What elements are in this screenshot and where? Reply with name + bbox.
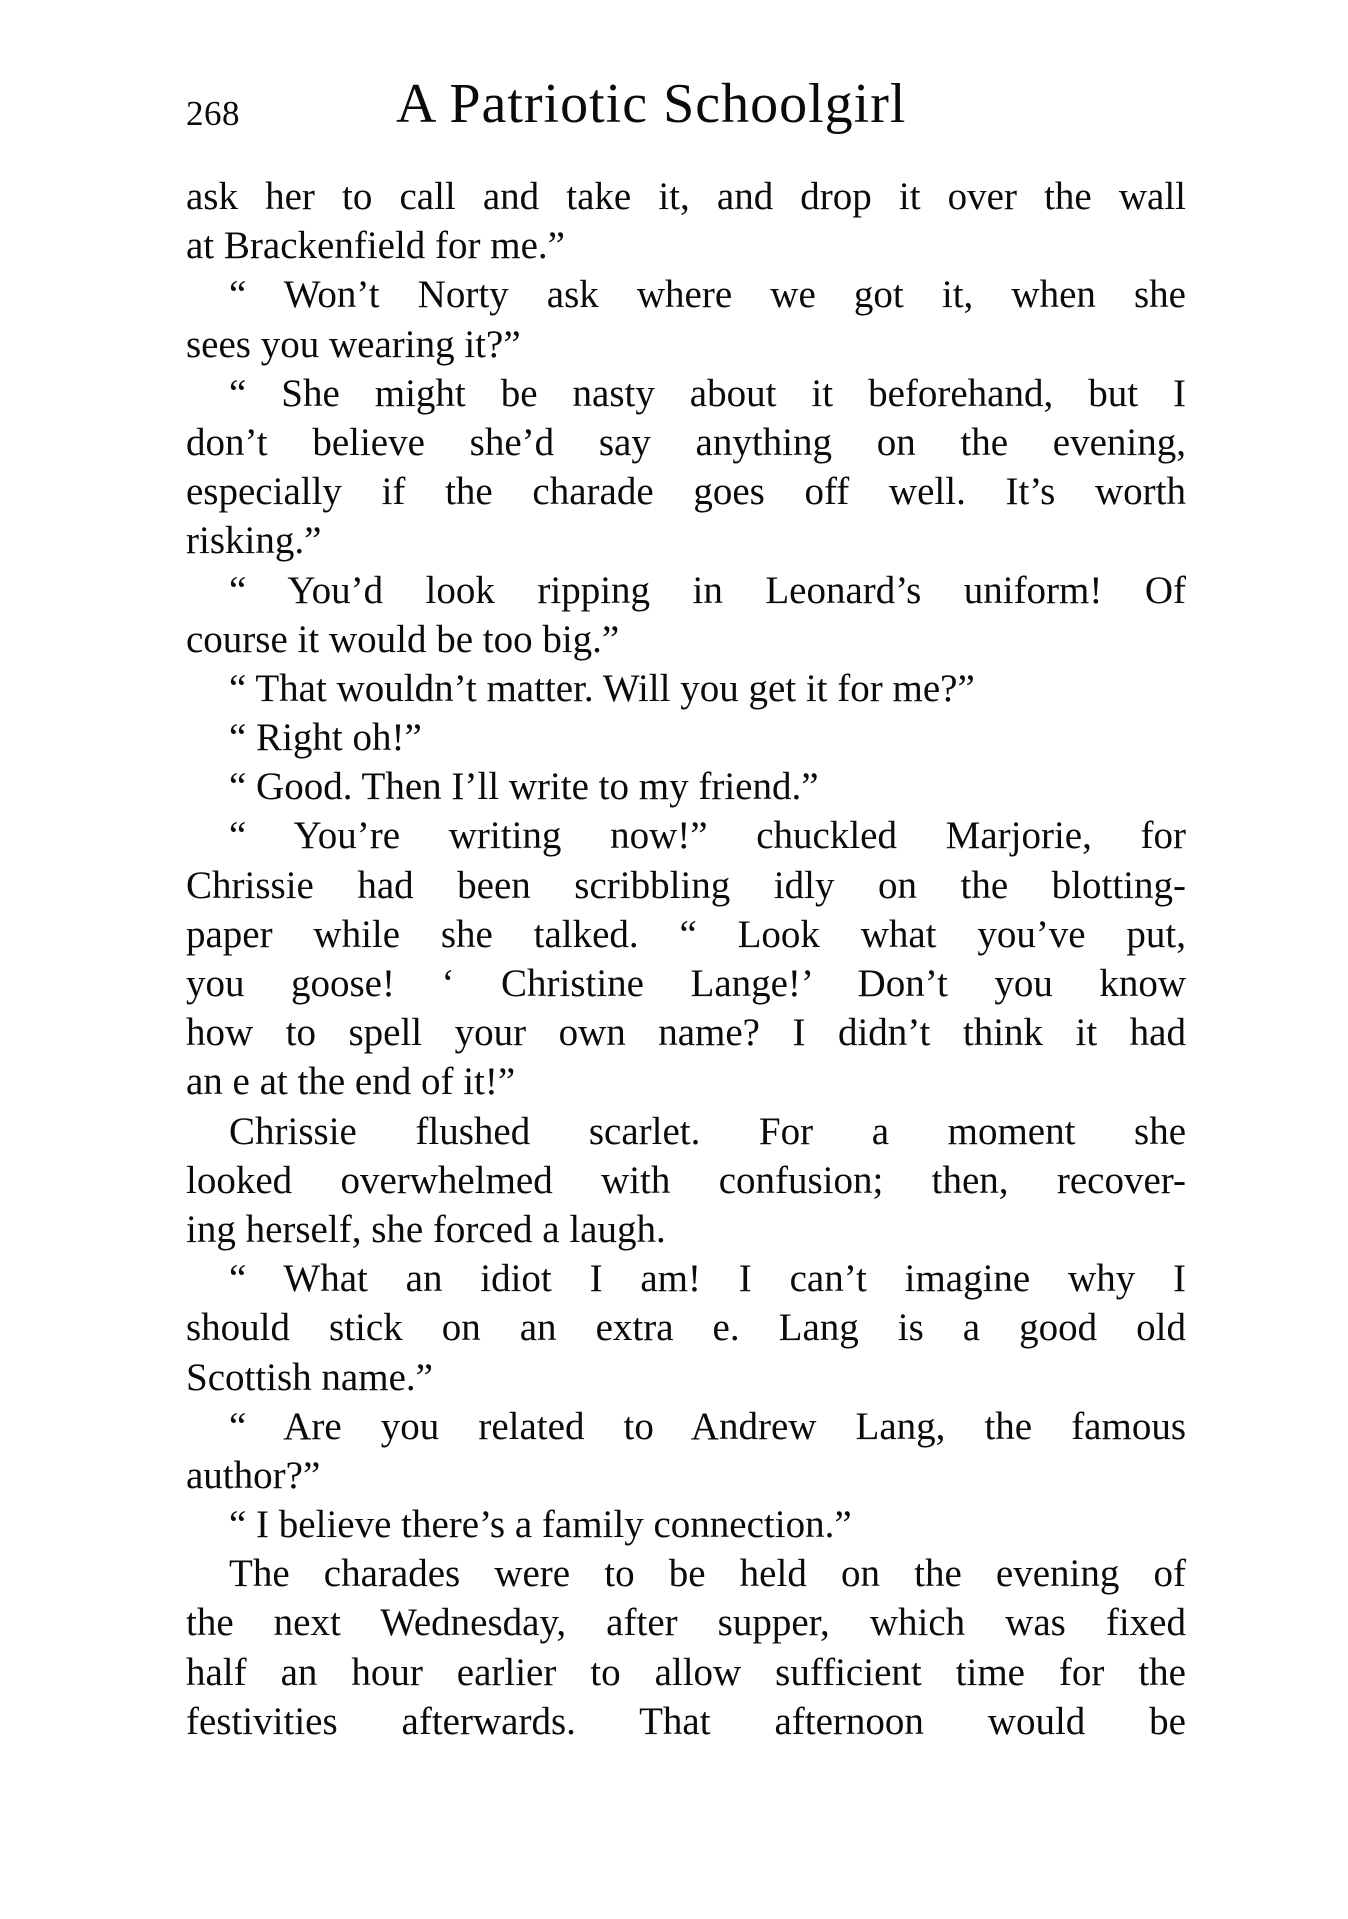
text-line: especially if the charade goes off well. It’s worth — [186, 470, 1186, 514]
text-line: “ You’re writing now!” chuckled Marjorie, for — [229, 814, 1186, 858]
text-line: ing herself, she forced a laugh. — [186, 1207, 666, 1251]
text-line: “ What an idiot I am! I can’t imagine why I — [229, 1257, 1186, 1301]
text-line: “ I believe there’s a family connection.” — [229, 1503, 852, 1547]
text-line: looked overwhelmed with confusion; then, recover- — [186, 1158, 1186, 1202]
text-line: the next Wednesday, after supper, which was fixed — [186, 1601, 1186, 1645]
text-line: ask her to call and take it, and drop it over the wall — [186, 175, 1186, 218]
text-line: course it would be too big.” — [186, 617, 620, 661]
text-line: risking.” — [186, 519, 322, 563]
text-line: “ Are you related to Andrew Lang, the famous — [229, 1404, 1186, 1448]
text-line: Chrissie had been scribbling idly on the blotting- — [186, 863, 1186, 907]
text-line: should stick on an extra e. Lang is a good old — [186, 1306, 1186, 1350]
text-line: Scottish name.” — [186, 1355, 433, 1399]
text-line: an e at the end of it!” — [186, 1060, 516, 1104]
text-line: “ That wouldn’t matter. Will you get it for me?” — [229, 666, 975, 710]
text-line: don’t believe she’d say anything on the evening, — [186, 420, 1186, 464]
text-line: “ Right oh!” — [229, 716, 422, 760]
text-line: you goose! ‘ Christine Lange!’ Don’t you know — [186, 962, 1186, 1005]
text-line: author?” — [186, 1453, 321, 1497]
body-text — [186, 172, 1186, 1746]
page-header — [186, 72, 1186, 152]
text-line: half an hour earlier to allow sufficient time for the — [186, 1650, 1186, 1694]
text-line: sees you wearing it?” — [186, 322, 521, 366]
text-line: how to spell your own name? I didn’t think it had — [186, 1011, 1186, 1055]
text-line: “ Won’t Norty ask where we got it, when she — [229, 273, 1186, 317]
text-line: festivities afterwards. That afternoon would be — [186, 1699, 1186, 1743]
running-title: A Patriotic Schoolgirl — [396, 73, 907, 135]
text-line: paper while she talked. “ Look what you’ve put, — [186, 912, 1186, 956]
text-line: “ Good. Then I’ll write to my friend.” — [229, 765, 819, 809]
text-line: “ She might be nasty about it beforehand, but I — [229, 371, 1186, 415]
text-line: The charades were to be held on the evening of — [229, 1552, 1186, 1596]
page-number: 268 — [186, 94, 240, 133]
text-line: “ You’d look ripping in Leonard’s uniform! Of — [229, 568, 1186, 612]
text-line: at Brackenfield for me.” — [186, 224, 565, 268]
text-line: Chrissie flushed scarlet. For a moment she — [229, 1109, 1186, 1153]
